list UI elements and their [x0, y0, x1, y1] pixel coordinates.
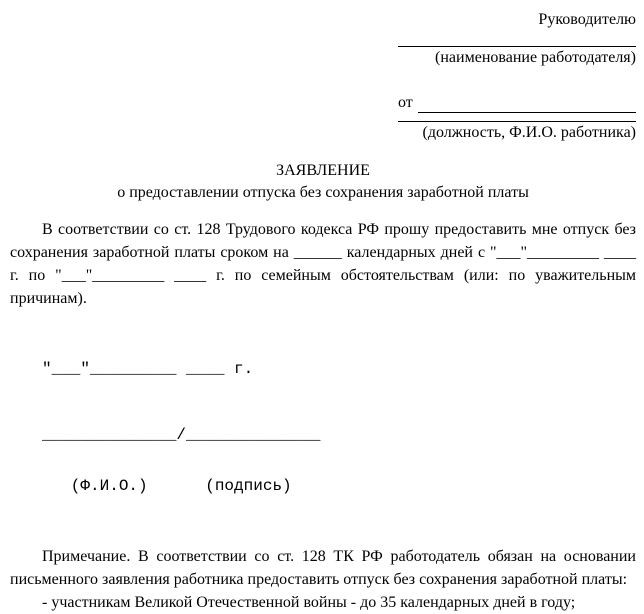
employee-name-blank-line — [418, 94, 636, 113]
date-signature-block — [42, 326, 636, 530]
document-title: ЗАЯВЛЕНИЕ — [276, 162, 370, 179]
signature-labels: (Ф.И.О.) (подпись) — [42, 477, 292, 495]
note-line-2: письменного заявления работника предоставить отпуск без сохранения заработной платы: — [10, 571, 628, 588]
note-line-3: - участникам Великой Отечественной войны - до 35 календарных дней в году; — [42, 594, 576, 611]
document-subtitle: о предоставлении отпуска без сохранения заработной платы — [117, 184, 529, 201]
date-blank-line: "___"_________ ____ г. — [42, 360, 254, 378]
note-paragraph — [10, 545, 636, 614]
addressee-block — [398, 10, 636, 144]
request-paragraph — [10, 218, 636, 310]
employer-name-label: (наименование работодателя) — [435, 49, 636, 66]
request-line-3: г. по "___"_________ ____ г. по семейным обстоятельствам (или: по уважительным — [10, 267, 636, 284]
addressee-line: Руководителю — [538, 11, 636, 28]
request-line-2: сохранения заработной платы сроком на ______ календарных дней с "___"_________ ____ — [10, 244, 636, 261]
from-prefix: от — [398, 94, 413, 111]
employee-name-blank-line-2 — [398, 113, 636, 122]
note-line-1: Примечание. В соответствии со ст. 128 ТК РФ работодатель обязан на основании — [42, 548, 636, 565]
employer-name-blank-line — [398, 30, 636, 47]
request-line-4: причинам). — [10, 290, 87, 307]
request-line-1: В соответствии со ст. 128 Трудового кодекса РФ прошу предоставить мне отпуск без — [42, 221, 636, 238]
from-row — [398, 93, 636, 113]
employee-position-label: (должность, Ф.И.О. работника) — [422, 124, 636, 141]
signature-blank-line: ______________/______________ — [42, 426, 321, 444]
